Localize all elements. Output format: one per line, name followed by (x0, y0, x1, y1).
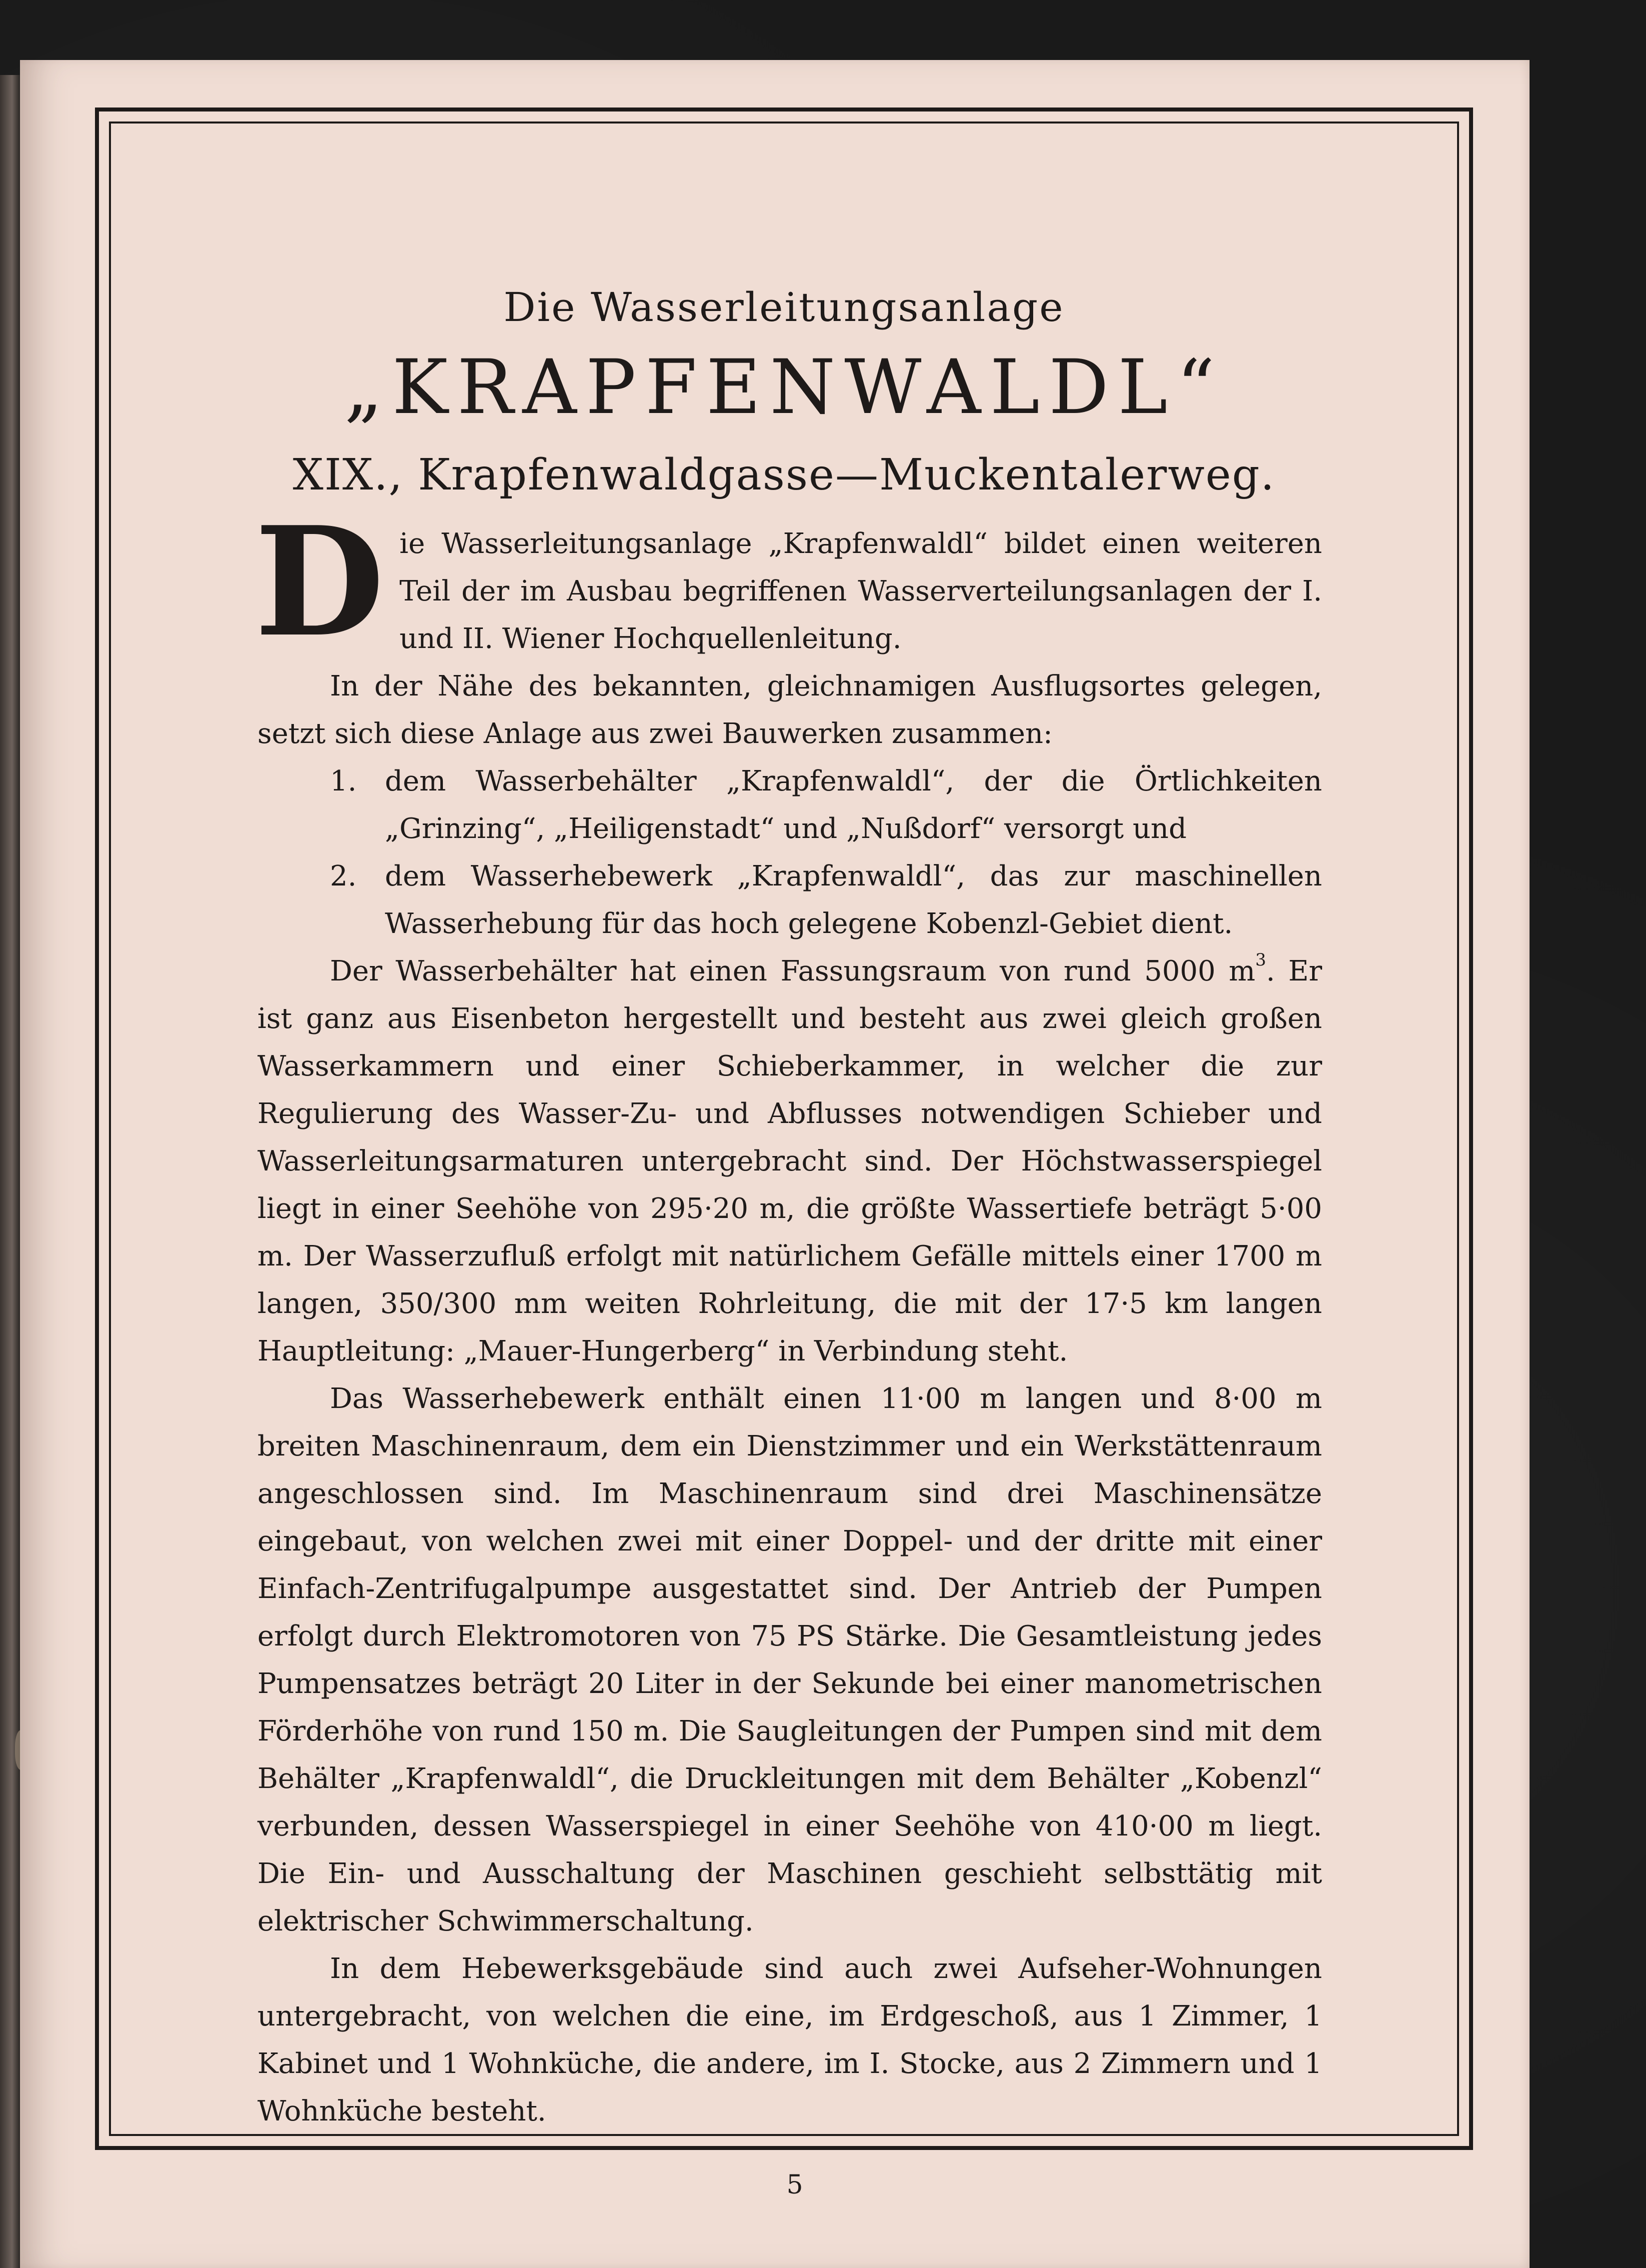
paragraph-3-text-a: Der Wasserbehälter hat einen Fassungsraum von rund 5000 m (330, 955, 1256, 988)
paragraph-3-text-b: . Er ist ganz aus Eisenbeton hergestellt und besteht aus zwei gleich großen Wasserkammern und einer Schieberkammer, in welcher die zur Regulierung des Wasser-Zu- und Abflusses notwendigen Schieber und Wasserleitungsarmaturen untergebracht sind. Der Höchstwasserspiegel liegt in einer Seehöhe von 295·20 m, die größte Wassertiefe beträgt 5·00 m. Der Wasserzufluß erfolgt mit natürlichem Gefälle mittels einer 1700 m langen, 350/300 mm weiten Rohrleitung, die mit der 17·5 km langen Hauptleitung: „Mauer-Hungerberg“ in Verbindung steht. (257, 955, 1323, 1368)
superscript: 3 (1255, 950, 1267, 970)
page-number: 5 (786, 2170, 803, 2200)
paragraph-4: Das Wasserhebewerk enthält einen 11·00 m langen und 8·00 m breiten Maschinenraum, dem ein Dienstzimmer und ein Werkstättenraum angeschlossen sind. Im Maschinenraum sind drei Maschinensätze eingebaut, von welchen zwei mit einer Doppel- und der dritte mit einer Einfach-Zentrifugalpumpe ausgestattet sind. Der Antrieb der Pumpen erfolgt durch Elektromotoren von 75 PS Stärke. Die Gesamtleistung jedes Pumpensatzes beträgt 20 Liter in der Sekunde bei einer manometrischen Förderhöhe von rund 150 m. Die Saugleitungen der Pumpen sind mit dem Behälter „Krapfenwaldl“, die Druckleitungen mit dem Behälter „Kobenzl“ verbunden, dessen Wasserspiegel in einer Seehöhe von 410·00 m liegt. Die Ein- und Ausschaltung der Maschinen geschieht selbsttätig mit elektrischer Schwimmerschaltung. (257, 1382, 1322, 1938)
paragraph-2: In der Nähe des bekannten, gleichnamigen Ausflugsortes gelegen, setzt sich diese Anlage aus zwei Bauwerken zusammen: (257, 670, 1322, 750)
title-address: XIX., Krapfenwaldgasse—Muckentalerweg. (292, 450, 1276, 500)
title-block (109, 280, 1459, 505)
title-line-1: Die Wasserleitungsanlage (503, 284, 1065, 330)
list-item (330, 758, 1322, 852)
drop-cap: D (254, 494, 385, 670)
list-number: 2. (330, 860, 357, 892)
paragraph-1 (254, 494, 1322, 670)
list-text: dem Wasserbehälter „Krapfenwaldl“, der die Örtlichkeiten „Grinzing“, „Heiligenstadt“ und „Nußdorf“ versorgt und (385, 765, 1322, 845)
list-number: 1. (330, 765, 357, 798)
body-text (254, 494, 1323, 2135)
list-text: dem Wasserhebewerk „Krapfenwaldl“, das zur maschinellen Wasserhebung für das hoch gelegene Kobenzl-Gebiet dient. (385, 860, 1322, 940)
paragraph-1-text: ie Wasserleitungsanlage „Krapfenwaldl“ bildet einen weiteren Teil der im Ausbau begriffenen Wasserverteilungsanlagen der I. und II. Wiener Hochquellenleitung. (399, 528, 1322, 655)
left-page-edge (0, 75, 20, 2268)
title-main: „KRAPFENWALDL“ (344, 344, 1224, 431)
paragraph-5: In dem Hebewerksgebäude sind auch zwei Aufseher-Wohnungen untergebracht, von welchen die eine, im Erdgeschoß, aus 1 Zimmer, 1 Kabinet und 1 Wohnküche, die andere, im I. Stocke, aus 2 Zimmern und 1 Wohnküche besteht. (257, 1952, 1322, 2128)
list-item (330, 852, 1322, 948)
paragraph-3 (257, 948, 1322, 1375)
